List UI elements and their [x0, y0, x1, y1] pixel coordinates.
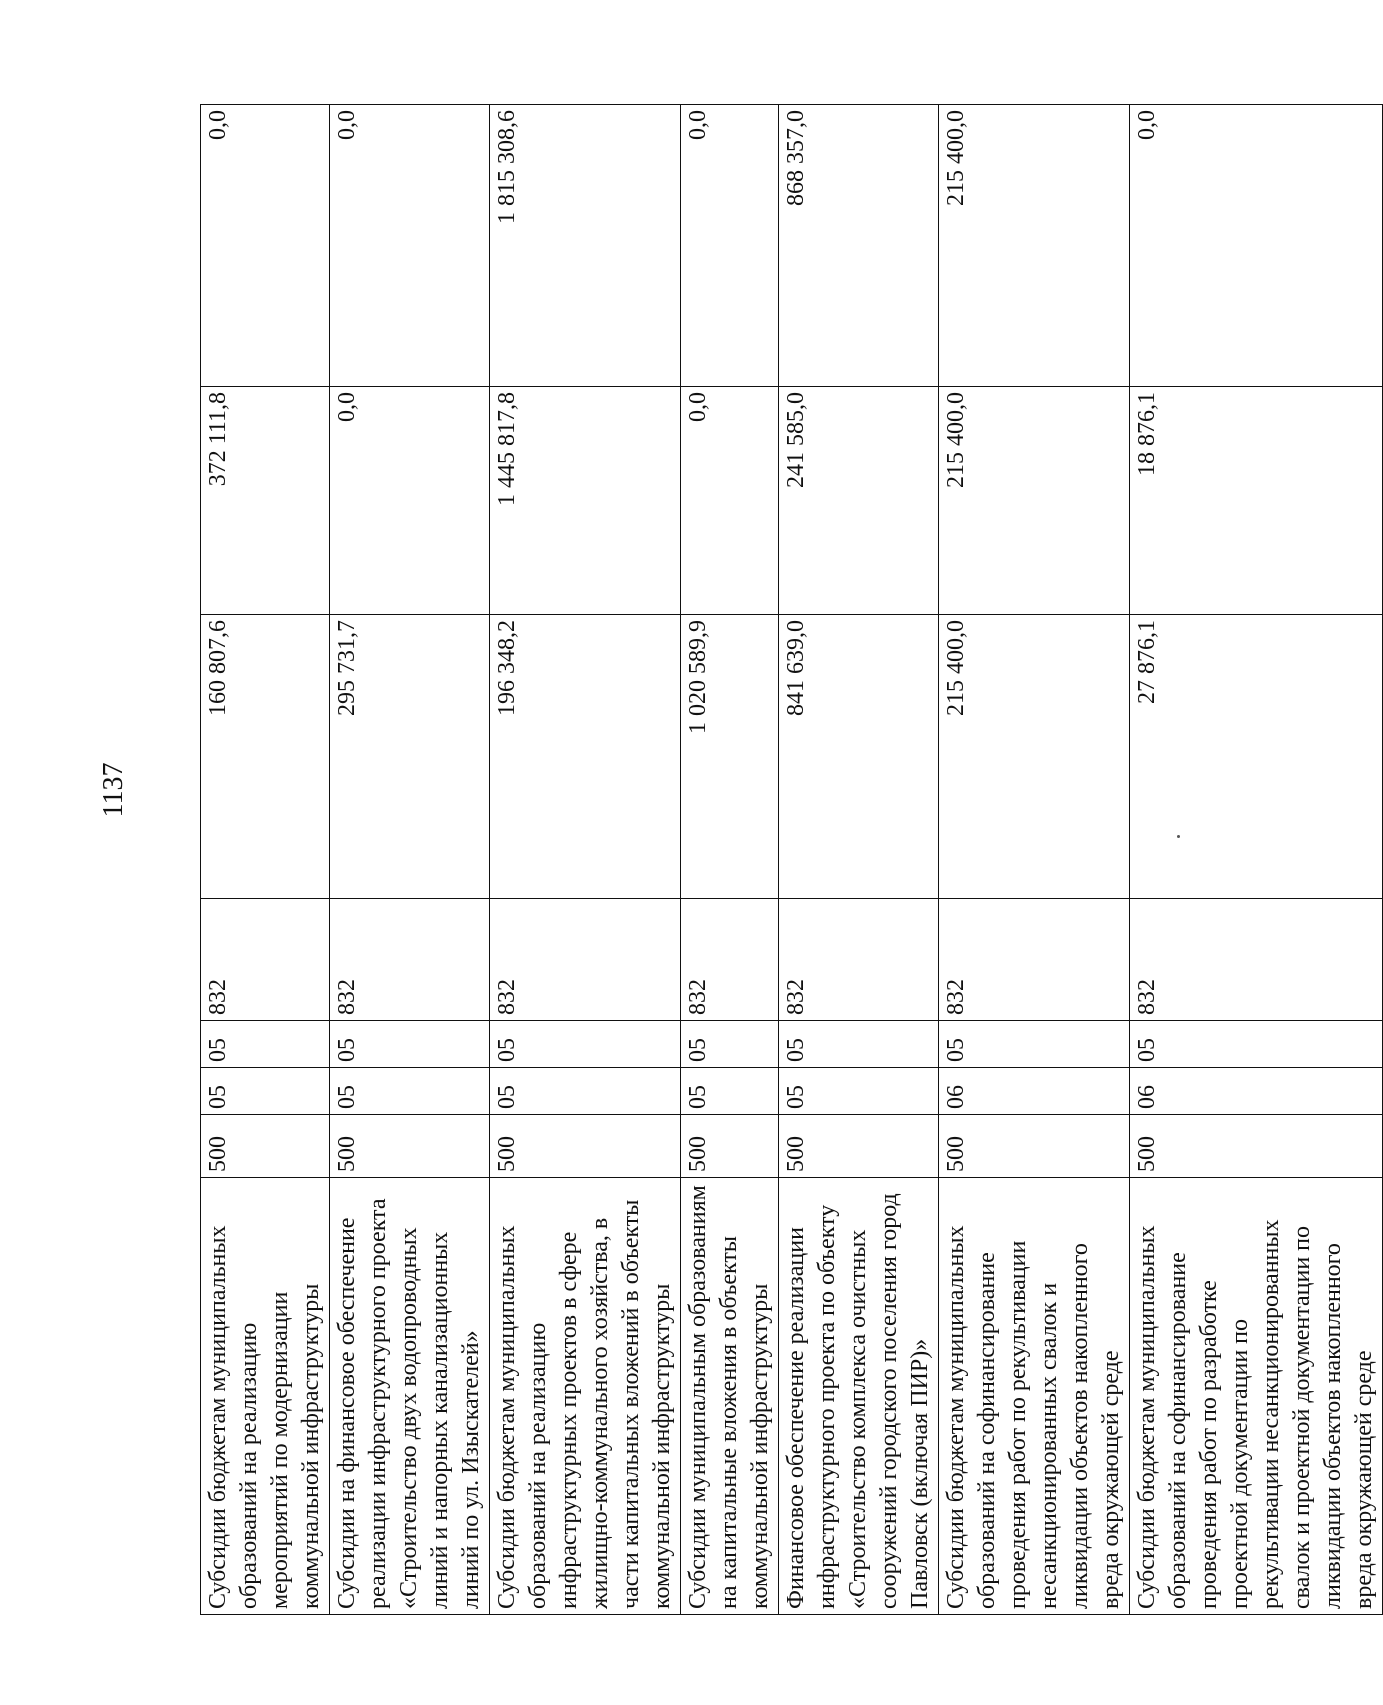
row-code-3: 05	[490, 1021, 681, 1068]
row-code-4: 832	[779, 899, 939, 1021]
speck	[1177, 835, 1180, 838]
table-row	[201, 105, 330, 1615]
table-row	[490, 105, 681, 1615]
row-value-2: 215 400,0	[939, 387, 1130, 615]
row-code-3: 05	[201, 1021, 330, 1068]
row-code-2: 05	[490, 1068, 681, 1115]
row-value-3: 0,0	[681, 105, 779, 387]
row-value-1: 215 400,0	[939, 615, 1130, 899]
budget-table	[200, 104, 1383, 1615]
row-value-1: 841 639,0	[779, 615, 939, 899]
row-code-1: 500	[490, 1115, 681, 1178]
row-code-2: 05	[330, 1068, 490, 1115]
row-code-3: 05	[939, 1021, 1130, 1068]
row-code-2: 05	[201, 1068, 330, 1115]
row-value-2: 241 585,0	[779, 387, 939, 615]
row-description: Финансовое обеспечение реализации инфраструктурного проекта по объекту «Строительство комплекса очистных сооружений городского поселения город Павловск (включая ПИР)»	[779, 1178, 939, 1615]
row-code-4: 832	[1130, 899, 1383, 1021]
row-code-3: 05	[330, 1021, 490, 1068]
table-row	[779, 105, 939, 1615]
row-value-1: 160 807,6	[201, 615, 330, 899]
row-code-2: 05	[681, 1068, 779, 1115]
row-value-2: 0,0	[681, 387, 779, 615]
row-code-3: 05	[1130, 1021, 1383, 1068]
row-value-2: 1 445 817,8	[490, 387, 681, 615]
row-value-3: 1 815 308,6	[490, 105, 681, 387]
row-code-2: 06	[1130, 1068, 1383, 1115]
row-code-1: 500	[681, 1115, 779, 1178]
table-row	[939, 105, 1130, 1615]
table-row	[330, 105, 490, 1615]
row-description: Субсидии муниципальным образованиям на капитальные вложения в объекты коммунальной инфраструктуры	[681, 1178, 779, 1615]
row-value-2: 0,0	[330, 387, 490, 615]
row-value-2: 372 111,8	[201, 387, 330, 615]
budget-table-container	[200, 105, 1377, 1615]
page-number: 1137	[98, 762, 129, 818]
row-description: Субсидии бюджетам муниципальных образований на реализацию инфраструктурных проектов в сфере жилищно-коммунального хозяйства, в части капитальных вложений в объекты коммунальной инфраструктуры	[490, 1178, 681, 1615]
row-code-4: 832	[939, 899, 1130, 1021]
row-description: Субсидии бюджетам муниципальных образований на софинансирование проведения работ по рекультивации несанкционированных свалок и ликвидации объектов накопленного вреда окружающей среде	[939, 1178, 1130, 1615]
row-description: Субсидии бюджетам муниципальных образований на реализацию мероприятий по модернизации коммунальной инфраструктуры	[201, 1178, 330, 1615]
row-code-3: 05	[681, 1021, 779, 1068]
row-code-3: 05	[779, 1021, 939, 1068]
table-row	[1130, 105, 1383, 1615]
row-value-3: 868 357,0	[779, 105, 939, 387]
row-description: Субсидии бюджетам муниципальных образований на софинансирование проведения работ по разработке проектной документации по рекультивации несанкционированных свалок и проектной документации по ликвидации объектов накопленного вреда окружающей среде	[1130, 1178, 1383, 1615]
row-code-4: 832	[330, 899, 490, 1021]
row-code-1: 500	[330, 1115, 490, 1178]
row-code-1: 500	[939, 1115, 1130, 1178]
row-value-1: 295 731,7	[330, 615, 490, 899]
row-value-1: 27 876,1	[1130, 615, 1383, 899]
row-code-4: 832	[201, 899, 330, 1021]
row-value-1: 1 020 589,9	[681, 615, 779, 899]
row-code-2: 06	[939, 1068, 1130, 1115]
row-code-4: 832	[490, 899, 681, 1021]
row-value-3: 0,0	[1130, 105, 1383, 387]
row-code-1: 500	[779, 1115, 939, 1178]
row-value-3: 215 400,0	[939, 105, 1130, 387]
row-code-1: 500	[1130, 1115, 1383, 1178]
row-description: Субсидии на финансовое обеспечение реализации инфраструктурного проекта «Строительство двух водопроводных линий и напорных канализационных линий по ул. Изыскателей»	[330, 1178, 490, 1615]
row-value-1: 196 348,2	[490, 615, 681, 899]
row-code-4: 832	[681, 899, 779, 1021]
table-row	[681, 105, 779, 1615]
row-value-2: 18 876,1	[1130, 387, 1383, 615]
row-value-3: 0,0	[201, 105, 330, 387]
row-value-3: 0,0	[330, 105, 490, 387]
row-code-2: 05	[779, 1068, 939, 1115]
row-code-1: 500	[201, 1115, 330, 1178]
